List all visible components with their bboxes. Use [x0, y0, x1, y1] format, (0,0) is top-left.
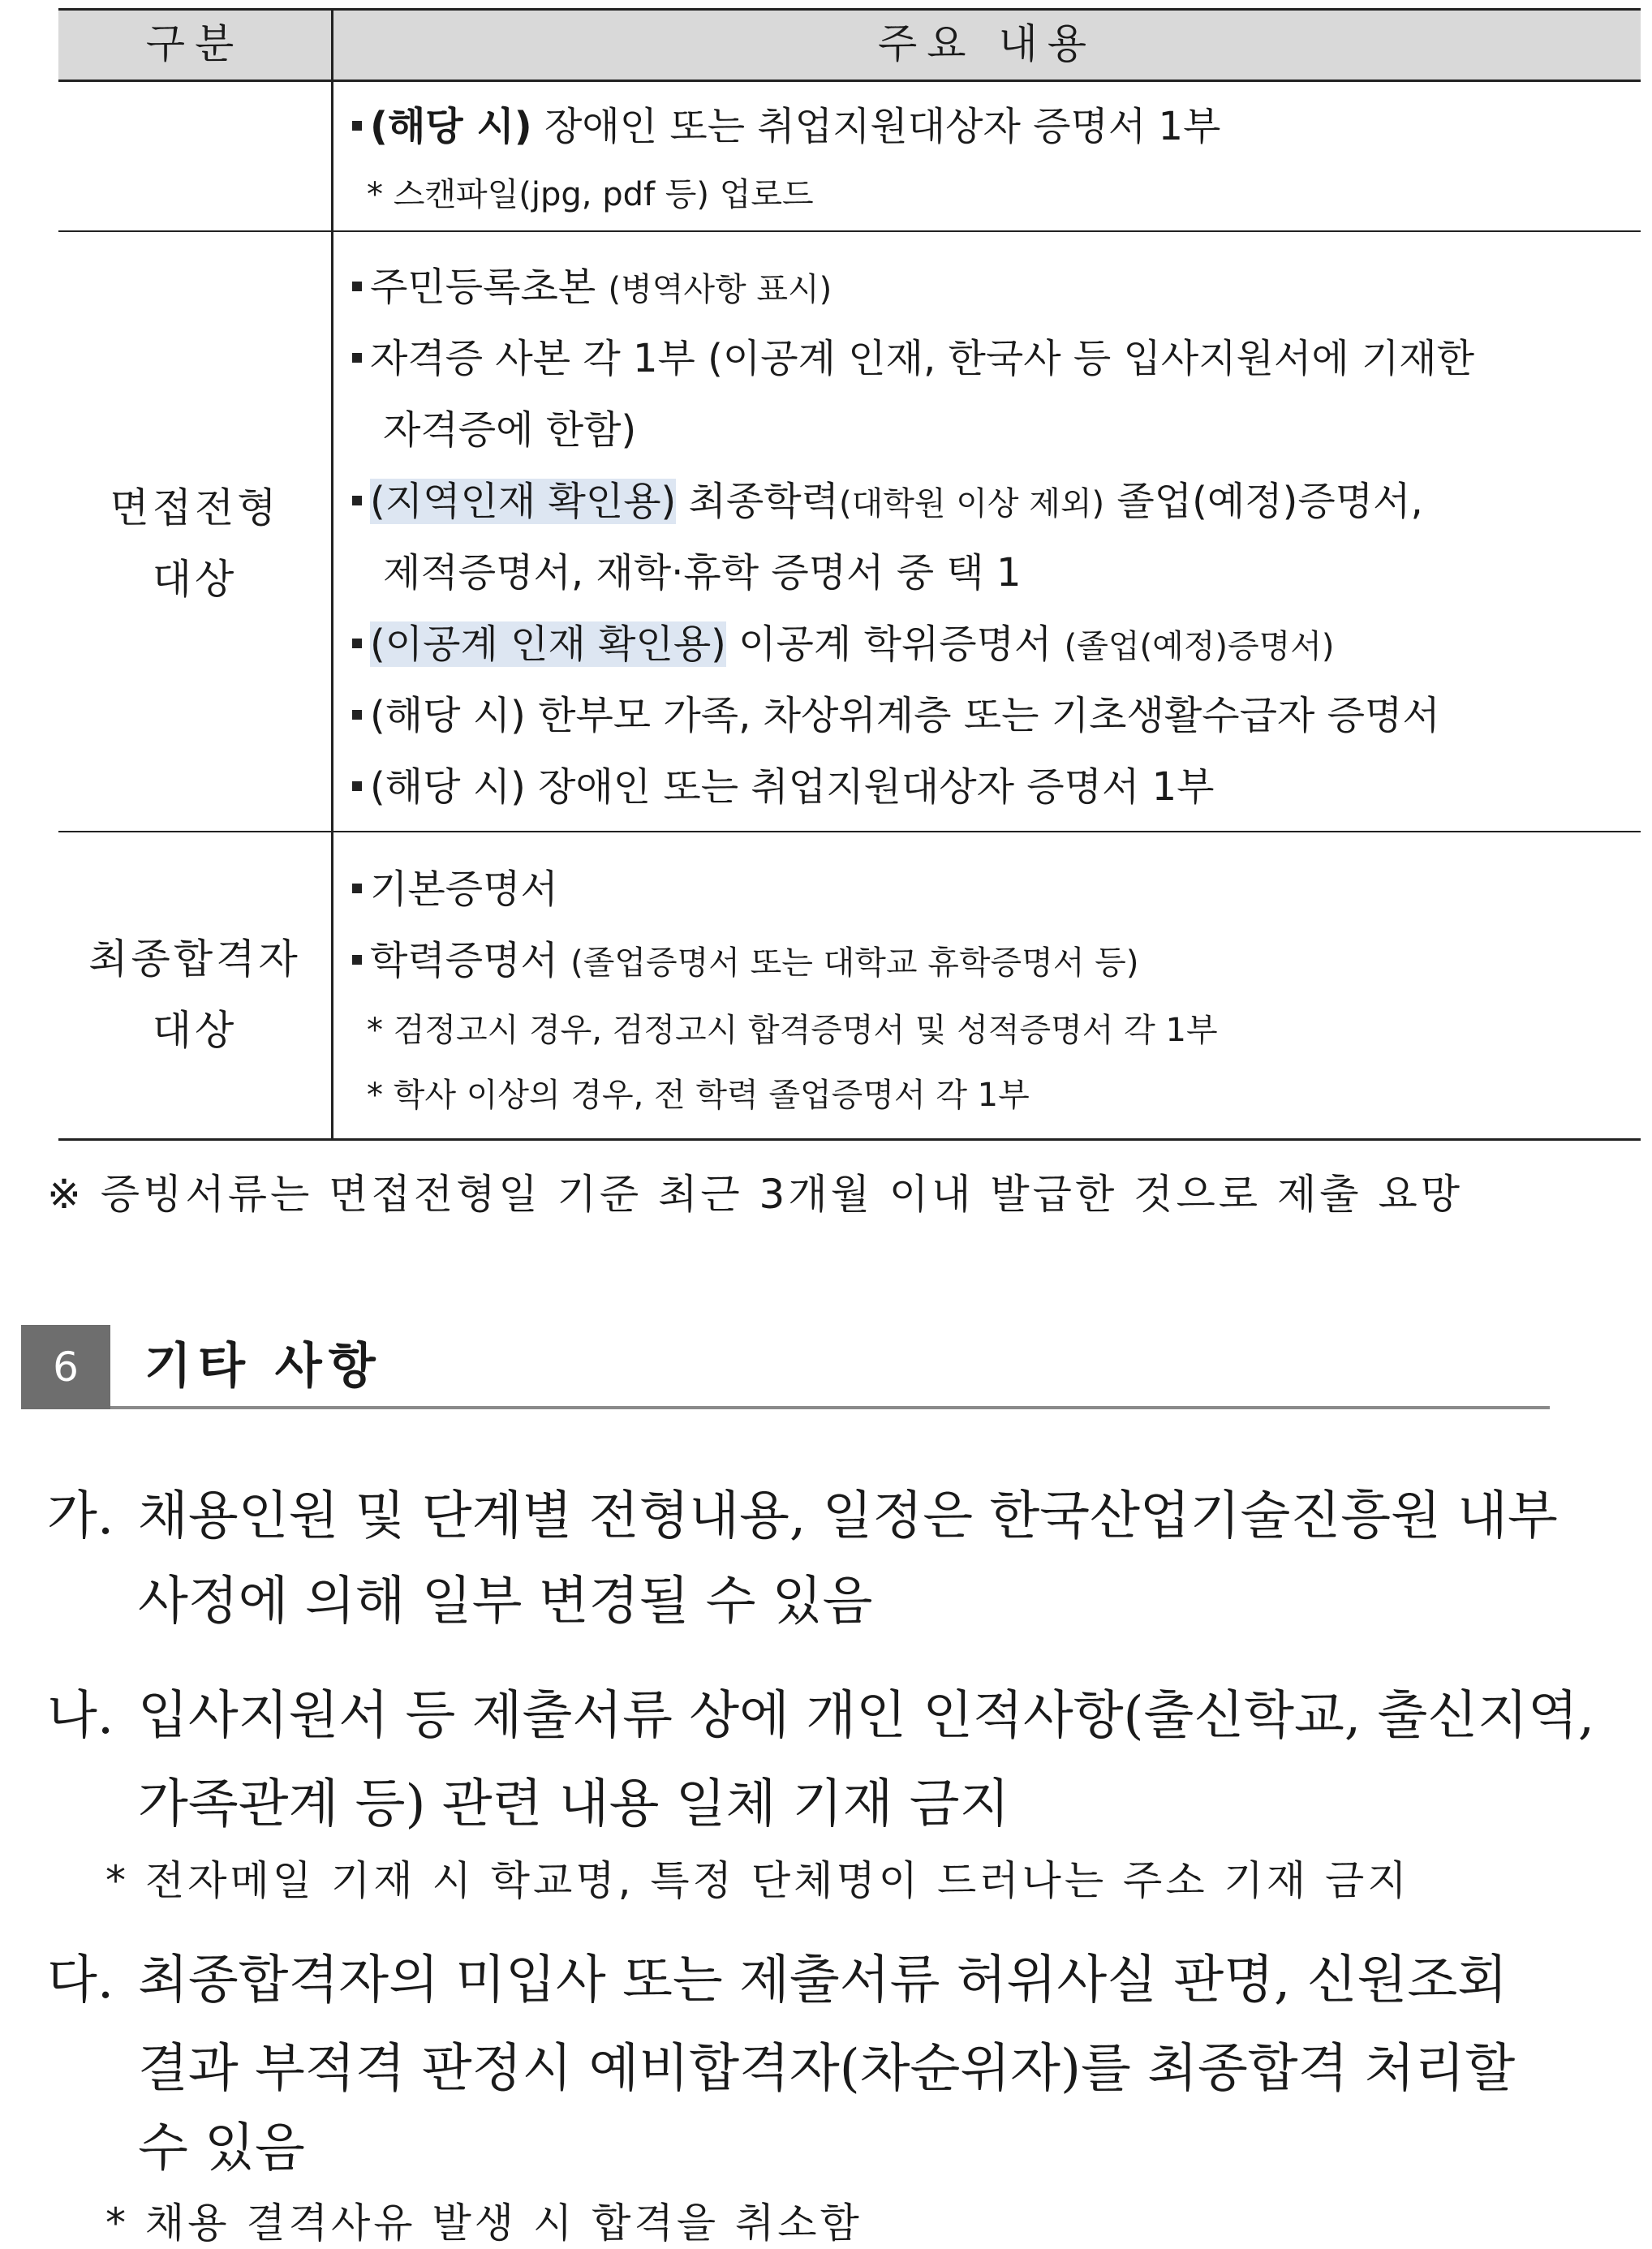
required-documents-table — [58, 8, 1641, 1141]
list-item: (해당 시) 장애인 또는 취업지원대상자 증명서 1부 — [352, 102, 1220, 151]
column-divider — [331, 8, 333, 1141]
paragraph-note: * 채용 결격사유 발생 시 합격을 취소함 — [105, 2200, 863, 2247]
paragraph-ga: 가. 채용인원 및 단계별 전형내용, 일정은 한국산업기술진흥원 내부 — [47, 1475, 1558, 1558]
bullet-icon — [352, 353, 362, 363]
row-divider — [58, 831, 1641, 832]
list-item: (해당 시) 장애인 또는 취업지원대상자 증명서 1부 — [352, 763, 1215, 811]
bullet-icon — [352, 639, 362, 648]
list-item: 기본증명서 — [352, 865, 558, 914]
bullet-icon — [352, 121, 362, 131]
bullet-icon — [352, 955, 362, 965]
list-item: 학력증명서 (졸업증명서 또는 대학교 휴학증명서 등) — [352, 936, 1138, 987]
list-item: (지역인재 확인용) 최종학력(대학원 이상 제외) 졸업(예정)증명서, — [352, 477, 1423, 528]
list-item: 자격증 사본 각 1부 (이공계 인재, 한국사 등 입사지원서에 기재한 — [352, 334, 1474, 383]
list-note: * 검정고시 경우, 검정고시 합격증명서 및 성적증명서 각 1부 — [367, 1012, 1218, 1049]
paragraph-continuation: 가족관계 등) 관련 내용 일체 기재 금지 — [138, 1774, 1010, 1834]
category-label: 대상 — [152, 1007, 238, 1054]
table-bottom-border — [58, 1138, 1641, 1141]
section-underline — [110, 1406, 1550, 1409]
paragraph-na: 나. 입사지원서 등 제출서류 상에 개인 인적사항(출신학교, 출신지역, — [47, 1675, 1594, 1757]
list-item-continuation: 제적증명서, 재학·휴학 증명서 중 택 1 — [383, 550, 1022, 596]
list-note: * 학사 이상의 경우, 전 학력 졸업증명서 각 1부 — [367, 1077, 1030, 1114]
paragraph-continuation: 사정에 의해 일부 변경될 수 있음 — [138, 1572, 873, 1632]
bullet-icon — [352, 710, 362, 720]
paragraph-continuation: 결과 부적격 판정시 예비합격자(차순위자)를 최종합격 처리할 — [138, 2039, 1516, 2099]
paragraph-da: 다. 최종합격자의 미입사 또는 제출서류 허위사실 판명, 신원조회 — [47, 1939, 1508, 2022]
list-item: 주민등록초본 (병역사항 표시) — [352, 263, 832, 314]
category-label: 최종합격자 — [88, 935, 301, 983]
list-note: * 스캔파일(jpg, pdf 등) 업로드 — [367, 176, 814, 213]
list-item: (이공계 인재 확인용) 이공계 학위증명서 (졸업(예정)증명서) — [352, 620, 1335, 671]
category-label: 면접전형 — [110, 484, 280, 531]
section-title: 기타 사항 — [144, 1338, 382, 1395]
bullet-icon — [352, 884, 362, 893]
highlighted-text: (지역인재 확인용) — [370, 479, 677, 524]
row-divider — [58, 230, 1641, 232]
list-item: (해당 시) 한부모 가족, 차상위계층 또는 기초생활수급자 증명서 — [352, 691, 1440, 740]
table-header-border — [58, 80, 1641, 82]
bullet-icon — [352, 781, 362, 791]
highlighted-text: (이공계 인재 확인용) — [370, 621, 726, 667]
paragraph-label: 가. — [47, 1486, 114, 1546]
paragraph-continuation: 수 있음 — [138, 2118, 305, 2178]
header-content: 주요 내용 — [877, 20, 1097, 67]
bullet-icon — [352, 496, 362, 505]
bullet-icon — [352, 282, 362, 291]
paragraph-label: 다. — [47, 1950, 114, 2010]
paragraph-note: * 전자메일 기재 시 학교명, 특정 단체명이 드러나는 주소 기재 금지 — [105, 1857, 1410, 1904]
document-remark: ※ 증빙서류는 면접전형일 기준 최근 3개월 이내 발급한 것으로 제출 요망 — [47, 1171, 1464, 1218]
list-item-continuation: 자격증에 한함) — [383, 407, 637, 453]
category-label: 대상 — [152, 556, 238, 603]
section-number-badge: 6 — [21, 1325, 110, 1409]
header-category: 구분 — [145, 20, 244, 67]
paragraph-label: 나. — [47, 1686, 114, 1746]
